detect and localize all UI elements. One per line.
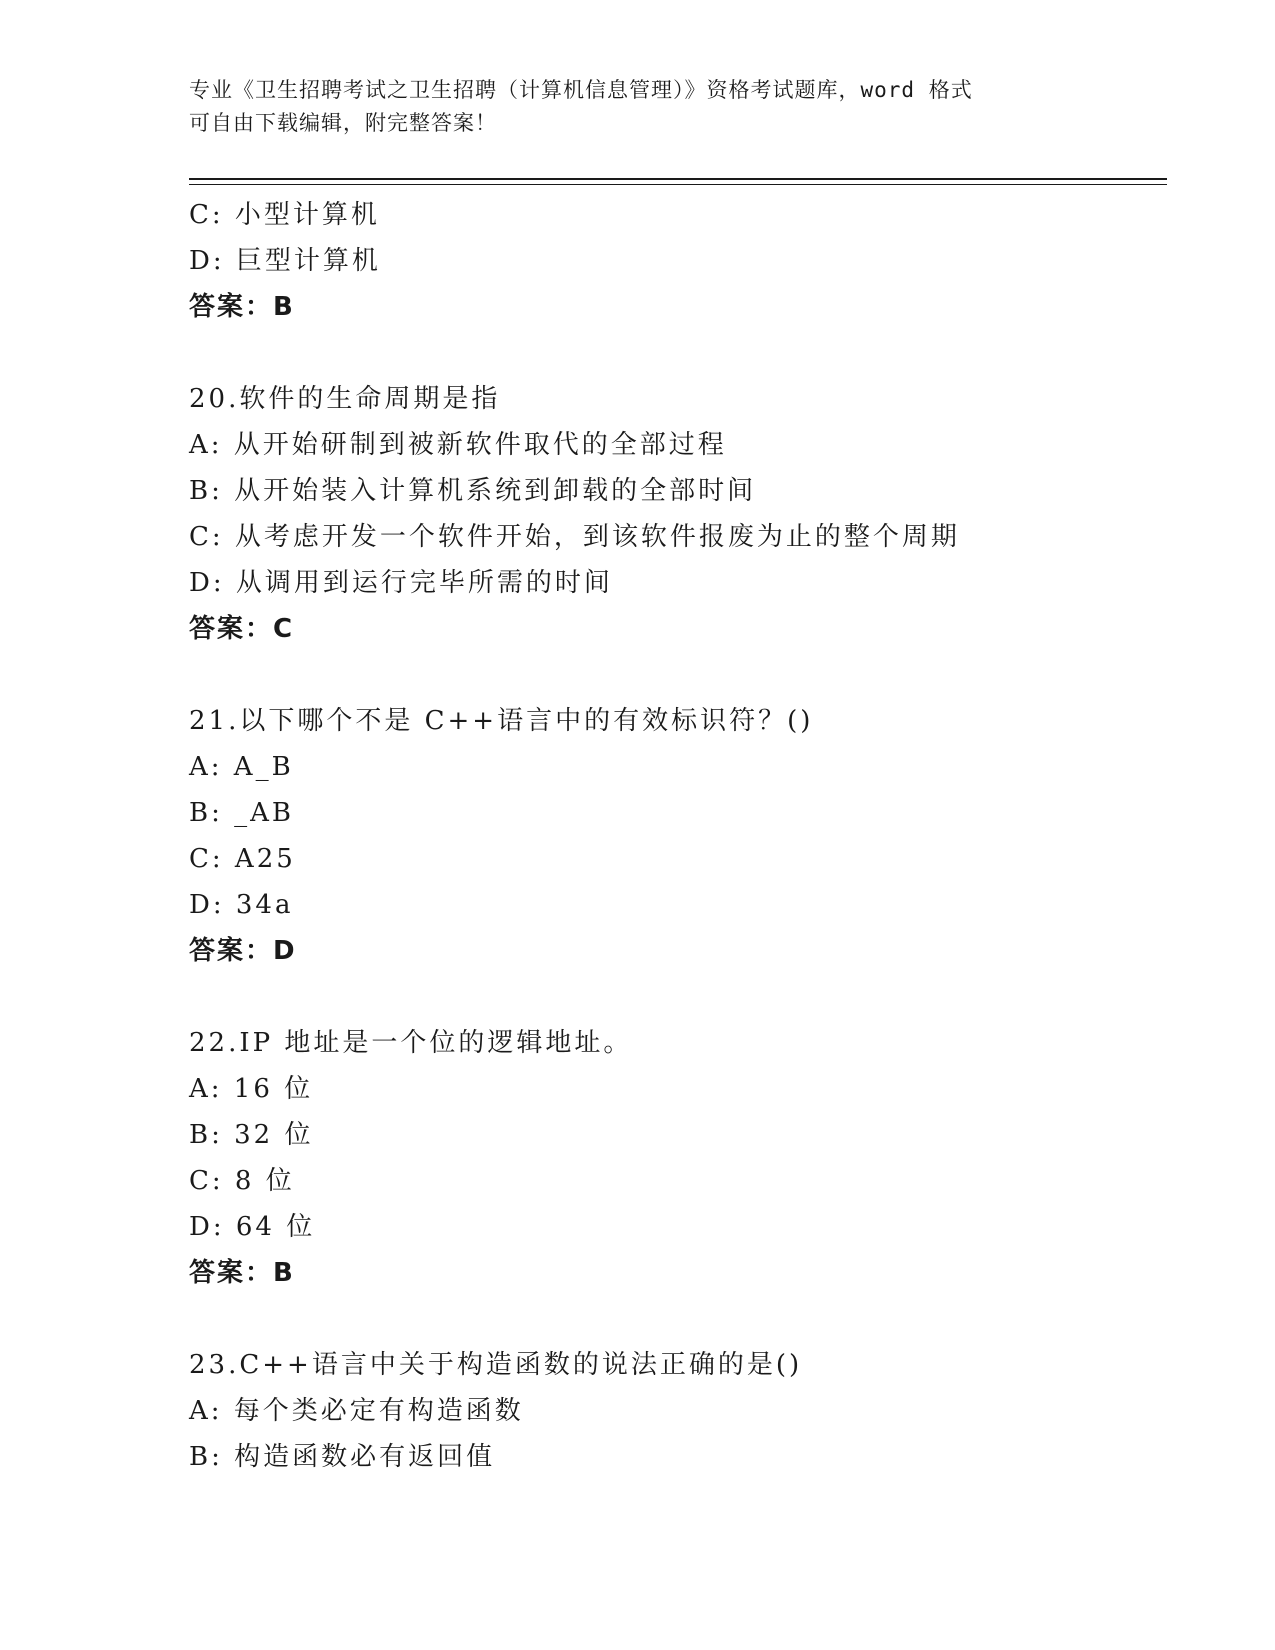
- option-d: D: 从调用到运行完毕所需的时间: [189, 568, 613, 598]
- spacer: [189, 1296, 1189, 1342]
- option-c: C: 小型计算机: [189, 200, 380, 230]
- question-stem: 23.C++语言中关于构造函数的说法正确的是(): [189, 1350, 803, 1380]
- option-b: B: 构造函数必有返回值: [189, 1442, 496, 1472]
- header-rule-thick: [189, 178, 1167, 180]
- option-d: D: 巨型计算机: [189, 246, 381, 276]
- header-line-2: 可自由下载编辑，附完整答案！: [189, 111, 497, 135]
- question-stem: 22.IP 地址是一个位的逻辑地址。: [189, 1028, 633, 1058]
- answer-line: 答案：B: [189, 292, 295, 322]
- question-23: [189, 1342, 1189, 1480]
- option-b: B: _AB: [189, 798, 295, 828]
- question-21: [189, 698, 1189, 974]
- option-c: C: 8 位: [189, 1166, 295, 1196]
- option-b: B: 从开始装入计算机系统到卸载的全部时间: [189, 476, 757, 506]
- question-22: [189, 1020, 1189, 1296]
- continued-question: [189, 192, 1189, 330]
- answer-line: 答案：D: [189, 936, 297, 966]
- question-stem: 21.以下哪个不是 C++语言中的有效标识符？(): [189, 706, 814, 736]
- option-d: D: 64 位: [189, 1212, 316, 1242]
- spacer: [189, 974, 1189, 1020]
- spacer: [189, 330, 1189, 376]
- question-20: [189, 376, 1189, 652]
- option-a: A: A_B: [189, 752, 294, 782]
- question-stem: 20.软件的生命周期是指: [189, 384, 501, 414]
- option-c: C: 从考虑开发一个软件开始，到该软件报废为止的整个周期: [189, 522, 960, 552]
- answer-line: 答案：B: [189, 1258, 295, 1288]
- option-d: D: 34a: [189, 890, 294, 920]
- option-c: C: A25: [189, 844, 296, 874]
- option-a: A: 16 位: [189, 1074, 314, 1104]
- header-rule-thin: [189, 184, 1167, 185]
- option-a: A: 从开始研制到被新软件取代的全部过程: [189, 430, 727, 460]
- answer-line: 答案：C: [189, 614, 295, 644]
- option-b: B: 32 位: [189, 1120, 314, 1150]
- document-header: [189, 74, 1089, 140]
- option-a: A: 每个类必定有构造函数: [189, 1396, 524, 1426]
- spacer: [189, 652, 1189, 698]
- question-content: [189, 192, 1189, 1480]
- header-line-1: 专业《卫生招聘考试之卫生招聘（计算机信息管理）》资格考试题库，word 格式: [189, 78, 973, 102]
